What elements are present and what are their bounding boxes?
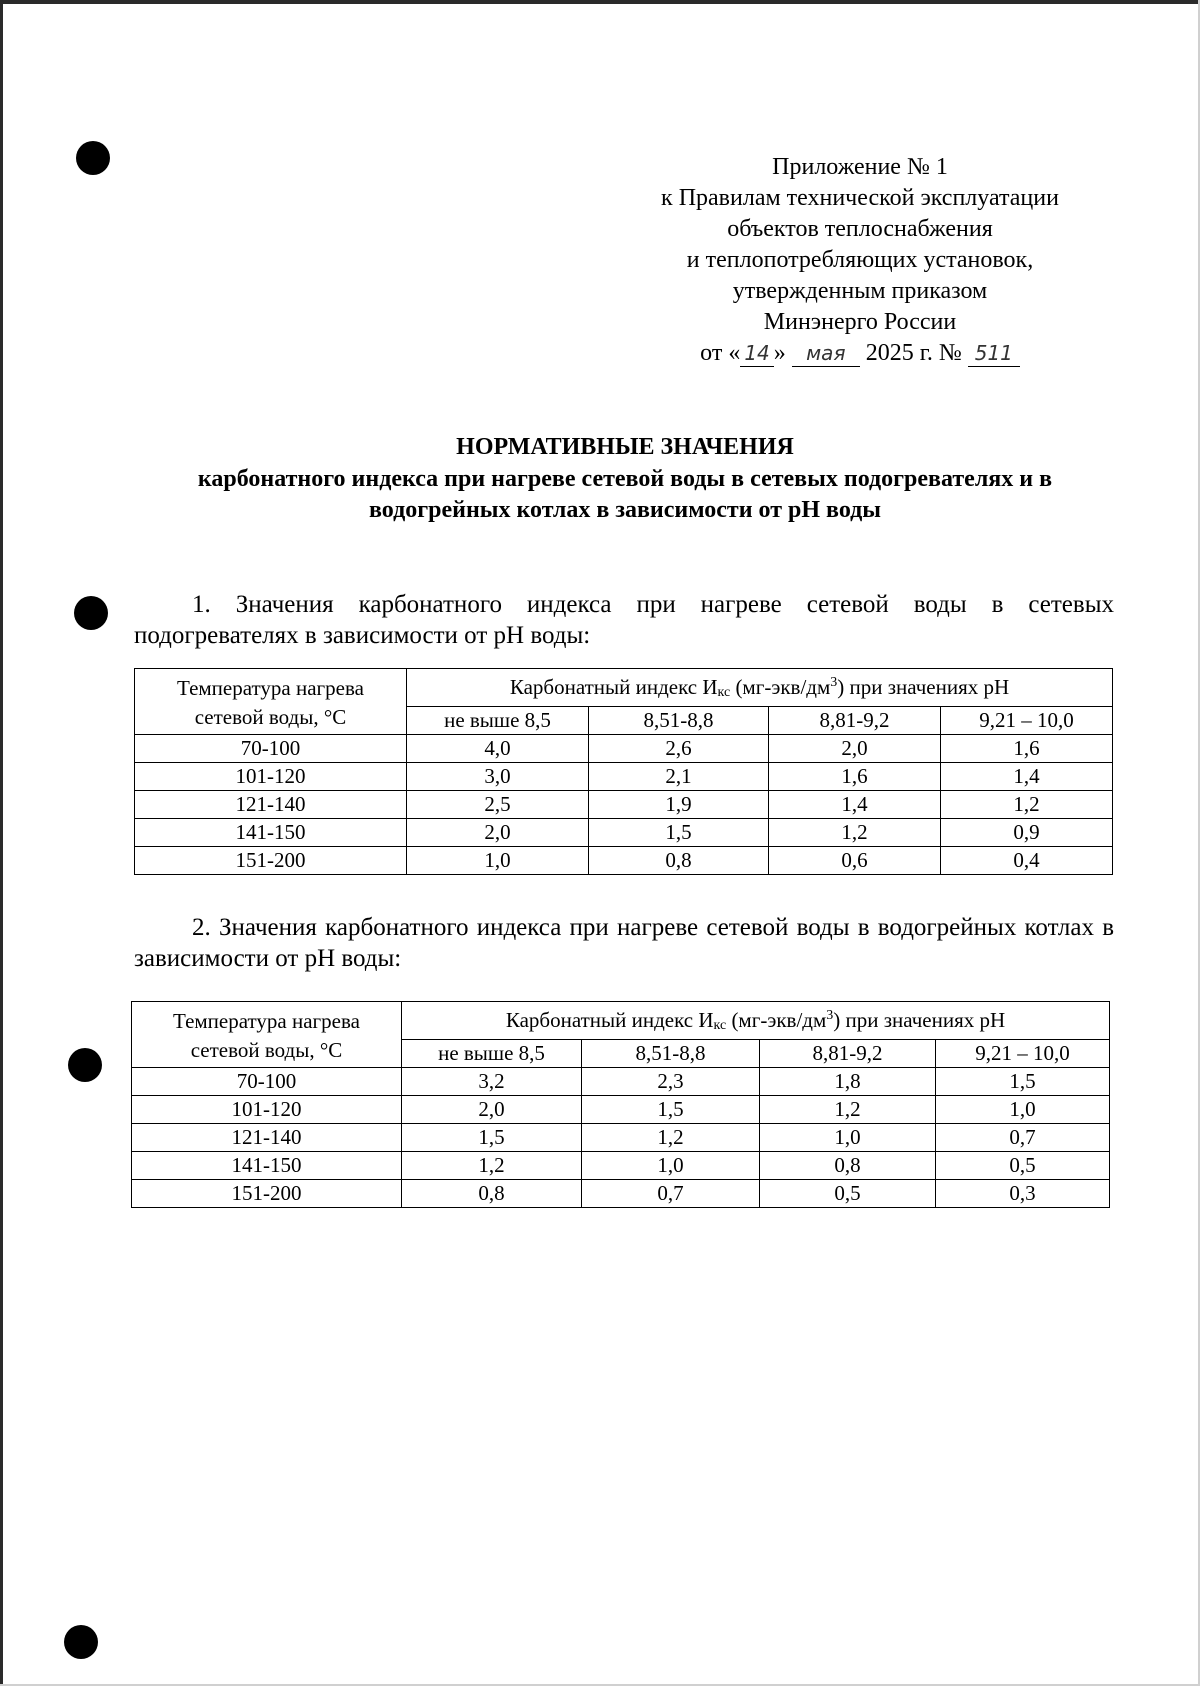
table-cell: 1,0 bbox=[936, 1096, 1110, 1124]
table-cell: 1,6 bbox=[941, 735, 1113, 763]
table-cell: 0,9 bbox=[941, 819, 1113, 847]
table-cell: 0,7 bbox=[582, 1180, 760, 1208]
table-cell: 1,0 bbox=[582, 1152, 760, 1180]
section-1-text: 1. Значения карбонатного индекса при нагреве сетевой воды в сетевых подогревателях в зависимости от pH воды: bbox=[134, 591, 1114, 649]
header-ph-range: 9,21 – 10,0 bbox=[936, 1040, 1110, 1068]
header-index-prefix: Карбонатный индекс И bbox=[509, 675, 718, 699]
header-index-sup: 3 bbox=[830, 675, 838, 690]
header-ph-range: 9,21 – 10,0 bbox=[941, 707, 1113, 735]
date-prefix: от « bbox=[700, 340, 741, 366]
table-row bbox=[132, 1124, 1110, 1152]
approval-line: утвержденным приказом bbox=[732, 278, 988, 304]
header-temperature bbox=[135, 669, 407, 735]
table-row bbox=[135, 847, 1113, 875]
table-cell: 2,6 bbox=[589, 735, 769, 763]
scan-edge bbox=[0, 0, 3, 1686]
header-index-mid: (мг-экв/дм bbox=[730, 675, 831, 699]
table-cell: 3,0 bbox=[407, 763, 589, 791]
table-cell: 3,2 bbox=[402, 1068, 582, 1096]
table-cell: 0,3 bbox=[936, 1180, 1110, 1208]
table-row bbox=[135, 735, 1113, 763]
header-ph-range: 8,81-9,2 bbox=[769, 707, 941, 735]
scan-edge bbox=[0, 0, 1200, 4]
punch-hole-mark bbox=[76, 141, 110, 175]
table-cell: 141-150 bbox=[135, 819, 407, 847]
table-cell: 1,4 bbox=[941, 763, 1113, 791]
table-cell: 1,0 bbox=[760, 1124, 936, 1152]
table-cell: 4,0 bbox=[407, 735, 589, 763]
table-cell: 1,2 bbox=[582, 1124, 760, 1152]
table-cell: 1,2 bbox=[769, 819, 941, 847]
approval-line: объектов теплоснабжения bbox=[727, 216, 993, 242]
table-cell: 151-200 bbox=[135, 847, 407, 875]
table-cell: 2,0 bbox=[769, 735, 941, 763]
table-cell: 2,5 bbox=[407, 791, 589, 819]
header-index-mid: (мг-экв/дм bbox=[726, 1008, 827, 1032]
header-index-sub: кс bbox=[713, 1018, 727, 1033]
table-row bbox=[135, 819, 1113, 847]
section-2-text: 2. Значения карбонатного индекса при нагреве сетевой воды в водогрейных котлах в зависимости от pH воды: bbox=[134, 914, 1114, 972]
table-row bbox=[132, 1152, 1110, 1180]
table-cell: 2,3 bbox=[582, 1068, 760, 1096]
table-cell: 151-200 bbox=[132, 1180, 402, 1208]
table-cell: 0,8 bbox=[589, 847, 769, 875]
table-cell: 2,0 bbox=[407, 819, 589, 847]
table-row bbox=[132, 1068, 1110, 1096]
table-cell: 1,2 bbox=[760, 1096, 936, 1124]
table-cell: 141-150 bbox=[132, 1152, 402, 1180]
table-cell: 1,5 bbox=[936, 1068, 1110, 1096]
table-cell: 0,8 bbox=[760, 1152, 936, 1180]
table-cell: 1,2 bbox=[941, 791, 1113, 819]
table-row bbox=[132, 1180, 1110, 1208]
approval-date-line bbox=[620, 338, 1100, 369]
table-cell: 2,0 bbox=[402, 1096, 582, 1124]
date-day-handwritten: 14 bbox=[740, 340, 773, 367]
header-index-suffix: ) при значениях pH bbox=[837, 675, 1010, 699]
approval-line: и теплопотребляющих установок, bbox=[686, 247, 1034, 273]
header-index-prefix: Карбонатный индекс И bbox=[505, 1008, 714, 1032]
table-cell: 121-140 bbox=[132, 1124, 402, 1152]
header-temp-line2: сетевой воды, °С bbox=[194, 704, 347, 729]
table-cell: 0,4 bbox=[941, 847, 1113, 875]
table-cell: 1,8 bbox=[760, 1068, 936, 1096]
approval-line: к Правилам технической эксплуатации bbox=[661, 185, 1059, 211]
header-ph-range: не выше 8,5 bbox=[402, 1040, 582, 1068]
table-cell: 2,1 bbox=[589, 763, 769, 791]
header-ph-range: 8,51-8,8 bbox=[582, 1040, 760, 1068]
header-index-suffix: ) при значениях pH bbox=[833, 1008, 1006, 1032]
table-cell: 1,9 bbox=[589, 791, 769, 819]
table-cell: 70-100 bbox=[132, 1068, 402, 1096]
table-cell: 1,5 bbox=[402, 1124, 582, 1152]
table-boilers bbox=[131, 1001, 1110, 1208]
date-year-number-label: 2025 г. № bbox=[865, 340, 962, 366]
table-row bbox=[132, 1096, 1110, 1124]
table-cell: 0,6 bbox=[769, 847, 941, 875]
approval-block bbox=[620, 152, 1100, 369]
table-cell: 1,2 bbox=[402, 1152, 582, 1180]
header-ph-range: 8,81-9,2 bbox=[760, 1040, 936, 1068]
table-heaters bbox=[134, 668, 1113, 875]
header-index-sub: кс bbox=[717, 685, 731, 700]
date-month-handwritten: мая bbox=[792, 340, 860, 367]
header-temp-line1: Температура нагрева bbox=[177, 675, 364, 700]
table-cell: 0,7 bbox=[936, 1124, 1110, 1152]
header-temp-line2: сетевой воды, °С bbox=[190, 1037, 343, 1062]
header-ph-range: не выше 8,5 bbox=[407, 707, 589, 735]
punch-hole-mark bbox=[64, 1625, 98, 1659]
table-cell: 0,5 bbox=[936, 1152, 1110, 1180]
table-cell: 0,8 bbox=[402, 1180, 582, 1208]
table-cell: 0,5 bbox=[760, 1180, 936, 1208]
punch-hole-mark bbox=[68, 1048, 102, 1082]
table-row bbox=[135, 791, 1113, 819]
table-cell: 1,4 bbox=[769, 791, 941, 819]
table-cell: 101-120 bbox=[135, 763, 407, 791]
table-cell: 121-140 bbox=[135, 791, 407, 819]
table-cell: 1,0 bbox=[407, 847, 589, 875]
table-cell: 101-120 bbox=[132, 1096, 402, 1124]
header-carbonate-index bbox=[407, 669, 1113, 707]
table-cell: 1,5 bbox=[582, 1096, 760, 1124]
table-cell: 1,5 bbox=[589, 819, 769, 847]
header-carbonate-index bbox=[402, 1002, 1110, 1040]
approval-line: Минэнерго России bbox=[763, 309, 957, 335]
header-ph-range: 8,51-8,8 bbox=[589, 707, 769, 735]
order-number-handwritten: 511 bbox=[968, 340, 1020, 367]
document-title: НОРМАТИВНЫЕ ЗНАЧЕНИЯ bbox=[456, 434, 794, 460]
header-temperature bbox=[132, 1002, 402, 1068]
table-cell: 70-100 bbox=[135, 735, 407, 763]
header-temp-line1: Температура нагрева bbox=[173, 1008, 360, 1033]
punch-hole-mark bbox=[74, 596, 108, 630]
date-mid: » bbox=[773, 340, 786, 366]
header-index-sup: 3 bbox=[826, 1008, 834, 1023]
approval-line: Приложение № 1 bbox=[772, 154, 948, 180]
table-row bbox=[135, 763, 1113, 791]
table-cell: 1,6 bbox=[769, 763, 941, 791]
document-subtitle: карбонатного индекса при нагреве сетевой воды в сетевых подогревателях и в водогрейных котлах в зависимости от pH воды bbox=[197, 466, 1053, 523]
